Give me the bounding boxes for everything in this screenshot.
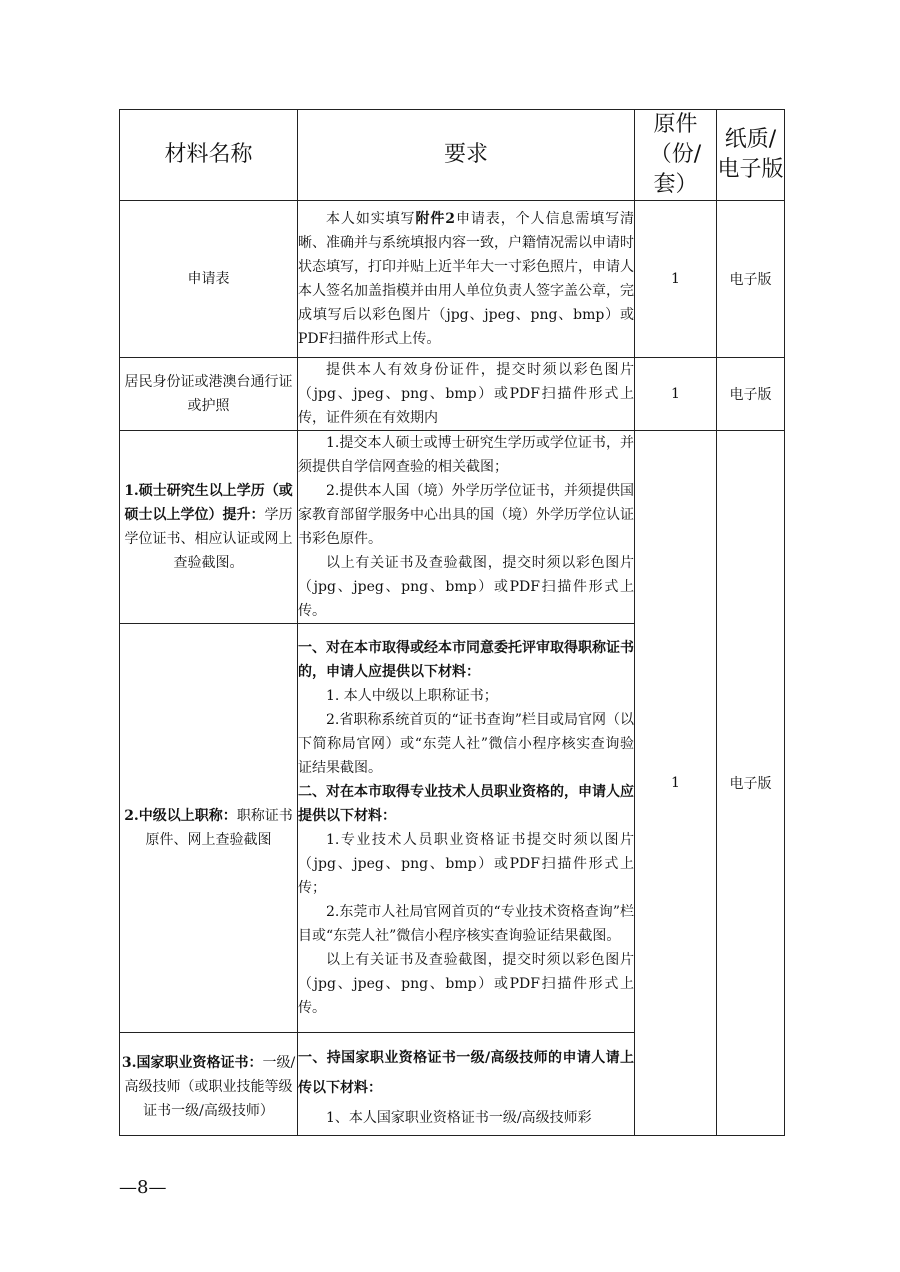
requirement-item: 1. 本人中级以上职称证书； [326,688,498,704]
requirement-item: 以上有关证书及查验截图，提交时须以彩色图片（jpg、jpeg、png、bmp）或PDF扫描件形式上传。 [298,555,634,619]
table-header-row [120,110,785,201]
requirement-heading: 二、对在本市取得专业技术人员职业资格的，申请人应提供以下材料： [298,784,634,824]
material-name: 居民身份证或港澳台通行证或护照 [120,358,298,431]
copies-cell: 1 [635,201,717,358]
requirement-cell [298,201,635,358]
material-name [120,624,298,1033]
requirement-text: 提供本人有效身份证件，提交时须以彩色图片（jpg、jpeg、png、bmp）或PDF扫描件形式上传，证件须在有效期内 [298,362,634,426]
material-name [120,1033,298,1136]
material-name [120,431,298,624]
material-name-bold: 2.中级以上职称： [124,808,237,824]
requirement-cell [298,624,635,1033]
copies-cell: 1 [635,358,717,431]
format-cell: 电子版 [717,201,785,358]
material-name: 申请表 [120,201,298,358]
requirement-heading: 一、对在本市取得或经本市同意委托评审取得职称证书的，申请人应提供以下材料： [298,640,634,680]
table-row [120,201,785,358]
requirement-item: 1、本人国家职业资格证书一级/高级技师彩 [326,1110,592,1126]
format-cell: 电子版 [717,358,785,431]
requirement-item: 1.专业技术人员职业资格证书提交时须以图片（jpg、jpeg、png、bmp）或PDF扫描件形式上传； [298,832,634,896]
table-row [120,358,785,431]
material-name-bold: 1.硕士研究生以上学历（或硕士以上学位）提升： [124,483,293,523]
requirement-heading: 一、持国家职业资格证书一级/高级技师的申请人请上传以下材料： [298,1050,634,1096]
requirement-text: 申请表，个人信息需填写清晰、准确并与系统填报内容一致，户籍情况需以申请时状态填写，打印并贴上近半年大一寸彩色照片，申请人本人签名加盖指模并由用人单位负责人签字盖公章，完成填写后以彩色图片（jpg、jpeg、png、bmp）或PDF扫描件形式上传。 [298,211,635,347]
copies-cell-merged: 1 [635,431,717,1136]
requirement-text: 本人如实填写 [326,211,416,227]
requirement-cell [298,358,635,431]
materials-table [119,109,785,1136]
requirement-item: 以上有关证书及查验截图，提交时须以彩色图片（jpg、jpeg、png、bmp）或PDF扫描件形式上传。 [298,952,634,1016]
requirement-item: 1.提交本人硕士或博士研究生学历或学位证书，并须提供自学信网查验的相关截图； [298,435,634,475]
requirement-item: 2.提供本人国（境）外学历学位证书，并须提供国家教育部留学服务中心出具的国（境）外学历学位认证书彩色原件。 [298,483,634,547]
requirement-item: 2.省职称系统首页的“证书查询”栏目或局官网（以下简称局官网）或“东莞人社”微信小程序核实查询验证结果截图。 [298,712,634,776]
requirement-cell [298,431,635,624]
header-material-name: 材料名称 [120,110,298,201]
attachment-ref: 附件2 [415,211,456,227]
requirement-cell [298,1033,635,1136]
material-name-detail: 一级/高级技师（或职业技能等级证书一级/高级技师） [124,1055,296,1119]
header-requirement: 要求 [298,110,635,201]
format-cell-merged: 电子版 [717,431,785,1136]
material-name-detail: 学历学位证书、相应认证或网上查验截图。 [124,507,293,571]
requirement-item: 2.东莞市人社局官网首页的“专业技术资格查询”栏目或“东莞人社”微信小程序核实查询验证结果截图。 [298,904,634,944]
material-name-detail: 职称证书原件、网上查验截图 [145,808,293,848]
table-row [120,431,785,624]
page-number: —8— [119,1177,167,1198]
header-copies: 原件（份/套） [635,110,717,201]
header-format: 纸质/电子版 [717,110,785,201]
material-name-bold: 3.国家职业资格证书： [121,1055,263,1071]
